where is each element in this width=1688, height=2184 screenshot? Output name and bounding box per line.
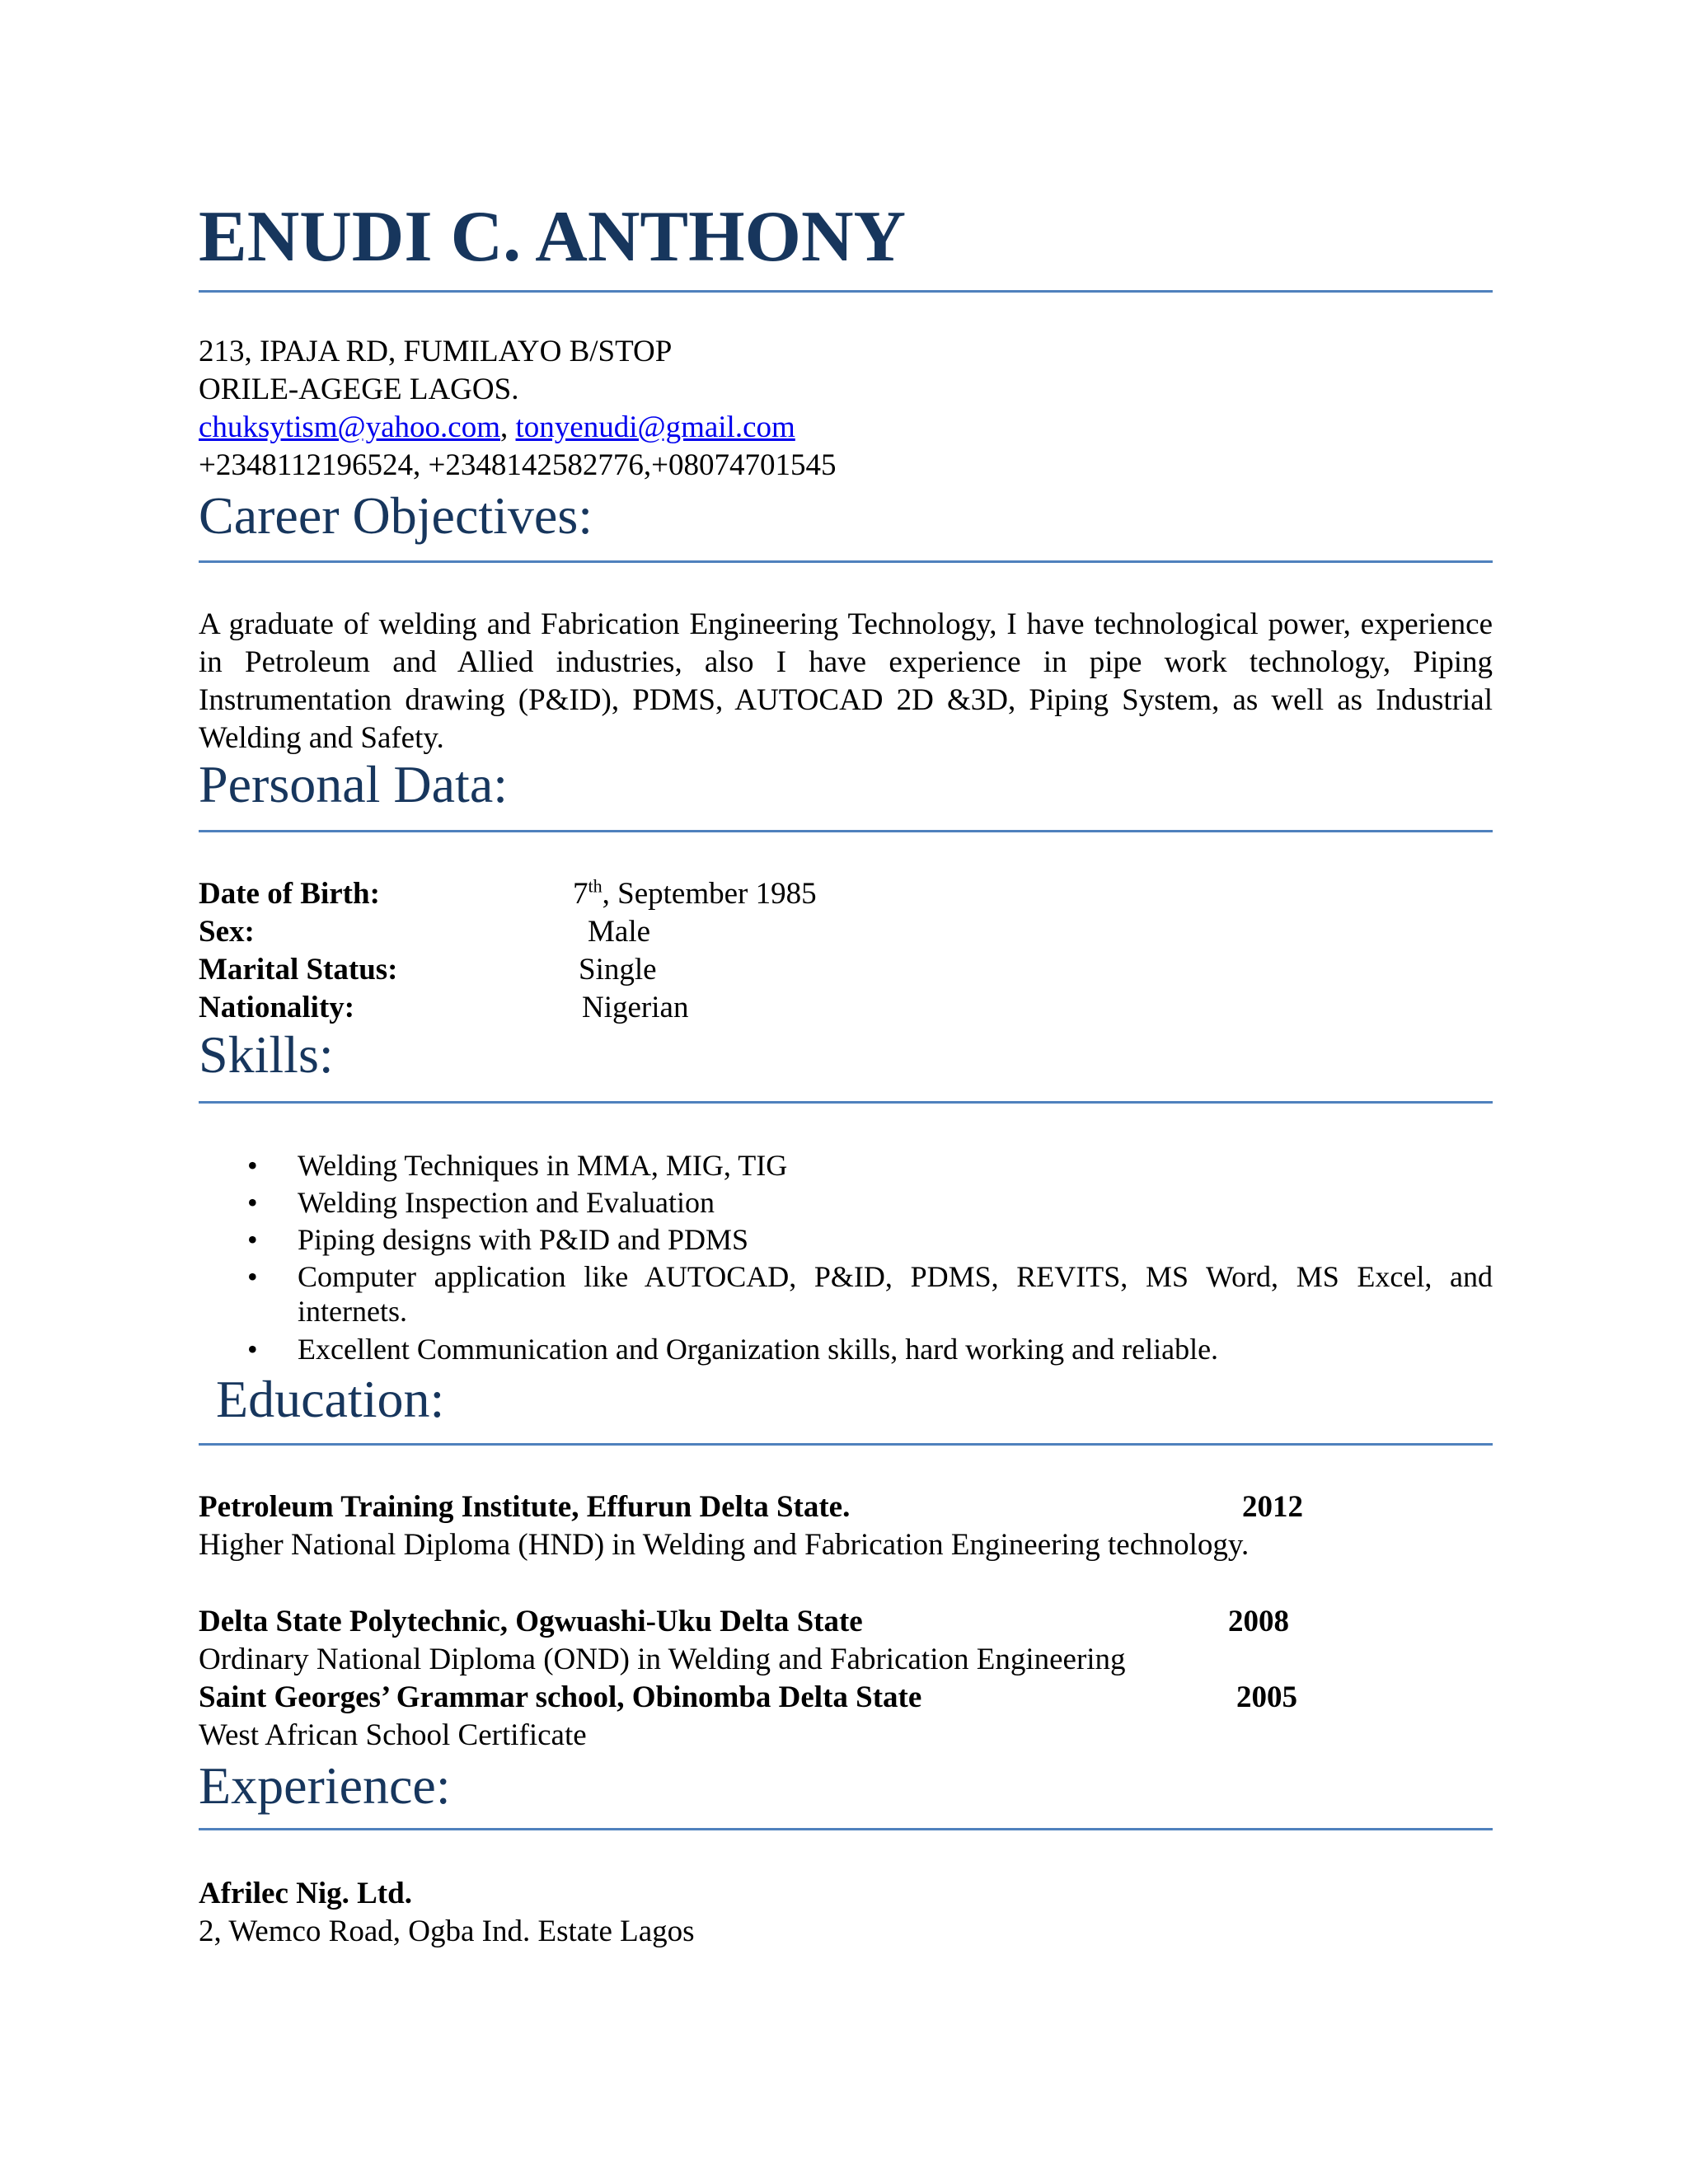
- experience-company-address: 2, Wemco Road, Ogba Ind. Estate Lagos: [199, 1915, 695, 1948]
- dob-label: Date of Birth:: [199, 877, 380, 911]
- skill-item: Welding Techniques in MMA, MIG, TIG: [298, 1149, 788, 1182]
- header-divider: [199, 290, 1493, 293]
- email-link-gmail[interactable]: tonyenudi@gmail.com: [515, 410, 795, 444]
- dob-month-year: , September 1985: [602, 877, 817, 911]
- nationality-value: Nigerian: [582, 991, 689, 1024]
- dob-value: [573, 876, 817, 912]
- education-detail: Higher National Diploma (HND) in Welding and Fabrication Engineering technology.: [199, 1528, 1250, 1562]
- phone-numbers: +2348112196524, +2348142582776,+08074701545: [199, 448, 837, 482]
- experience-company: Afrilec Nig. Ltd.: [199, 1877, 412, 1910]
- skill-bullet: •: [247, 1186, 258, 1219]
- email-separator: ,: [500, 410, 516, 444]
- email-link-yahoo[interactable]: chuksytism@yahoo.com: [199, 410, 501, 444]
- applicant-name: ENUDI C. ANTHONY: [199, 197, 907, 277]
- skill-bullet: •: [247, 1223, 258, 1256]
- dob-day: 7: [573, 877, 588, 911]
- address-line-2: ORILE-AGEGE LAGOS.: [199, 373, 519, 406]
- skill-bullet: •: [247, 1260, 258, 1293]
- email-line: [199, 410, 795, 446]
- experience-divider: [199, 1828, 1493, 1830]
- career-divider: [199, 560, 1493, 563]
- skill-bullet: •: [247, 1333, 258, 1366]
- education-heading: Education:: [216, 1370, 445, 1428]
- address-line-1: 213, IPAJA RD, FUMILAYO B/STOP: [199, 335, 673, 368]
- experience-heading: Experience:: [199, 1756, 451, 1815]
- skills-divider: [199, 1101, 1493, 1104]
- dob-day-suffix: th: [588, 875, 603, 897]
- education-institution: Saint Georges’ Grammar school, Obinomba Delta State: [199, 1680, 922, 1714]
- personal-data-divider: [199, 830, 1493, 832]
- skills-heading: Skills:: [199, 1025, 334, 1084]
- marital-status-label: Marital Status:: [199, 953, 398, 987]
- education-detail: Ordinary National Diploma (OND) in Welding and Fabrication Engineering: [199, 1643, 1126, 1676]
- sex-value: Male: [588, 915, 651, 949]
- career-objectives-heading: Career Objectives:: [199, 486, 593, 545]
- education-year: 2008: [1228, 1605, 1289, 1638]
- skill-item: Piping designs with P&ID and PDMS: [298, 1223, 749, 1256]
- skill-item: Computer application like AUTOCAD, P&ID, PDMS, REVITS, MS Word, MS Excel, and internets.: [298, 1260, 1493, 1328]
- education-divider: [199, 1443, 1493, 1446]
- education-detail: West African School Certificate: [199, 1718, 587, 1752]
- education-year: 2012: [1242, 1490, 1303, 1524]
- marital-status-value: Single: [579, 953, 657, 987]
- education-institution: Delta State Polytechnic, Ogwuashi-Uku Delta State: [199, 1605, 863, 1638]
- career-objectives-text: A graduate of welding and Fabrication Engineering Technology, I have technological power, experience in Petroleum and Allied industries, also I have experience in pipe work technology, Piping Instrumentation drawing (P&ID), PDMS, AUTOCAD 2D &3D, Piping System, as well as Industrial Welding and Safety.: [199, 607, 1493, 755]
- sex-label: Sex:: [199, 915, 255, 949]
- education-institution: Petroleum Training Institute, Effurun Delta State.: [199, 1490, 851, 1524]
- skill-item: Excellent Communication and Organization skills, hard working and reliable.: [298, 1333, 1219, 1366]
- education-year: 2005: [1236, 1680, 1297, 1714]
- personal-data-heading: Personal Data:: [199, 755, 508, 813]
- nationality-label: Nationality:: [199, 991, 355, 1024]
- skill-bullet: •: [247, 1149, 258, 1182]
- skill-item: Welding Inspection and Evaluation: [298, 1186, 715, 1219]
